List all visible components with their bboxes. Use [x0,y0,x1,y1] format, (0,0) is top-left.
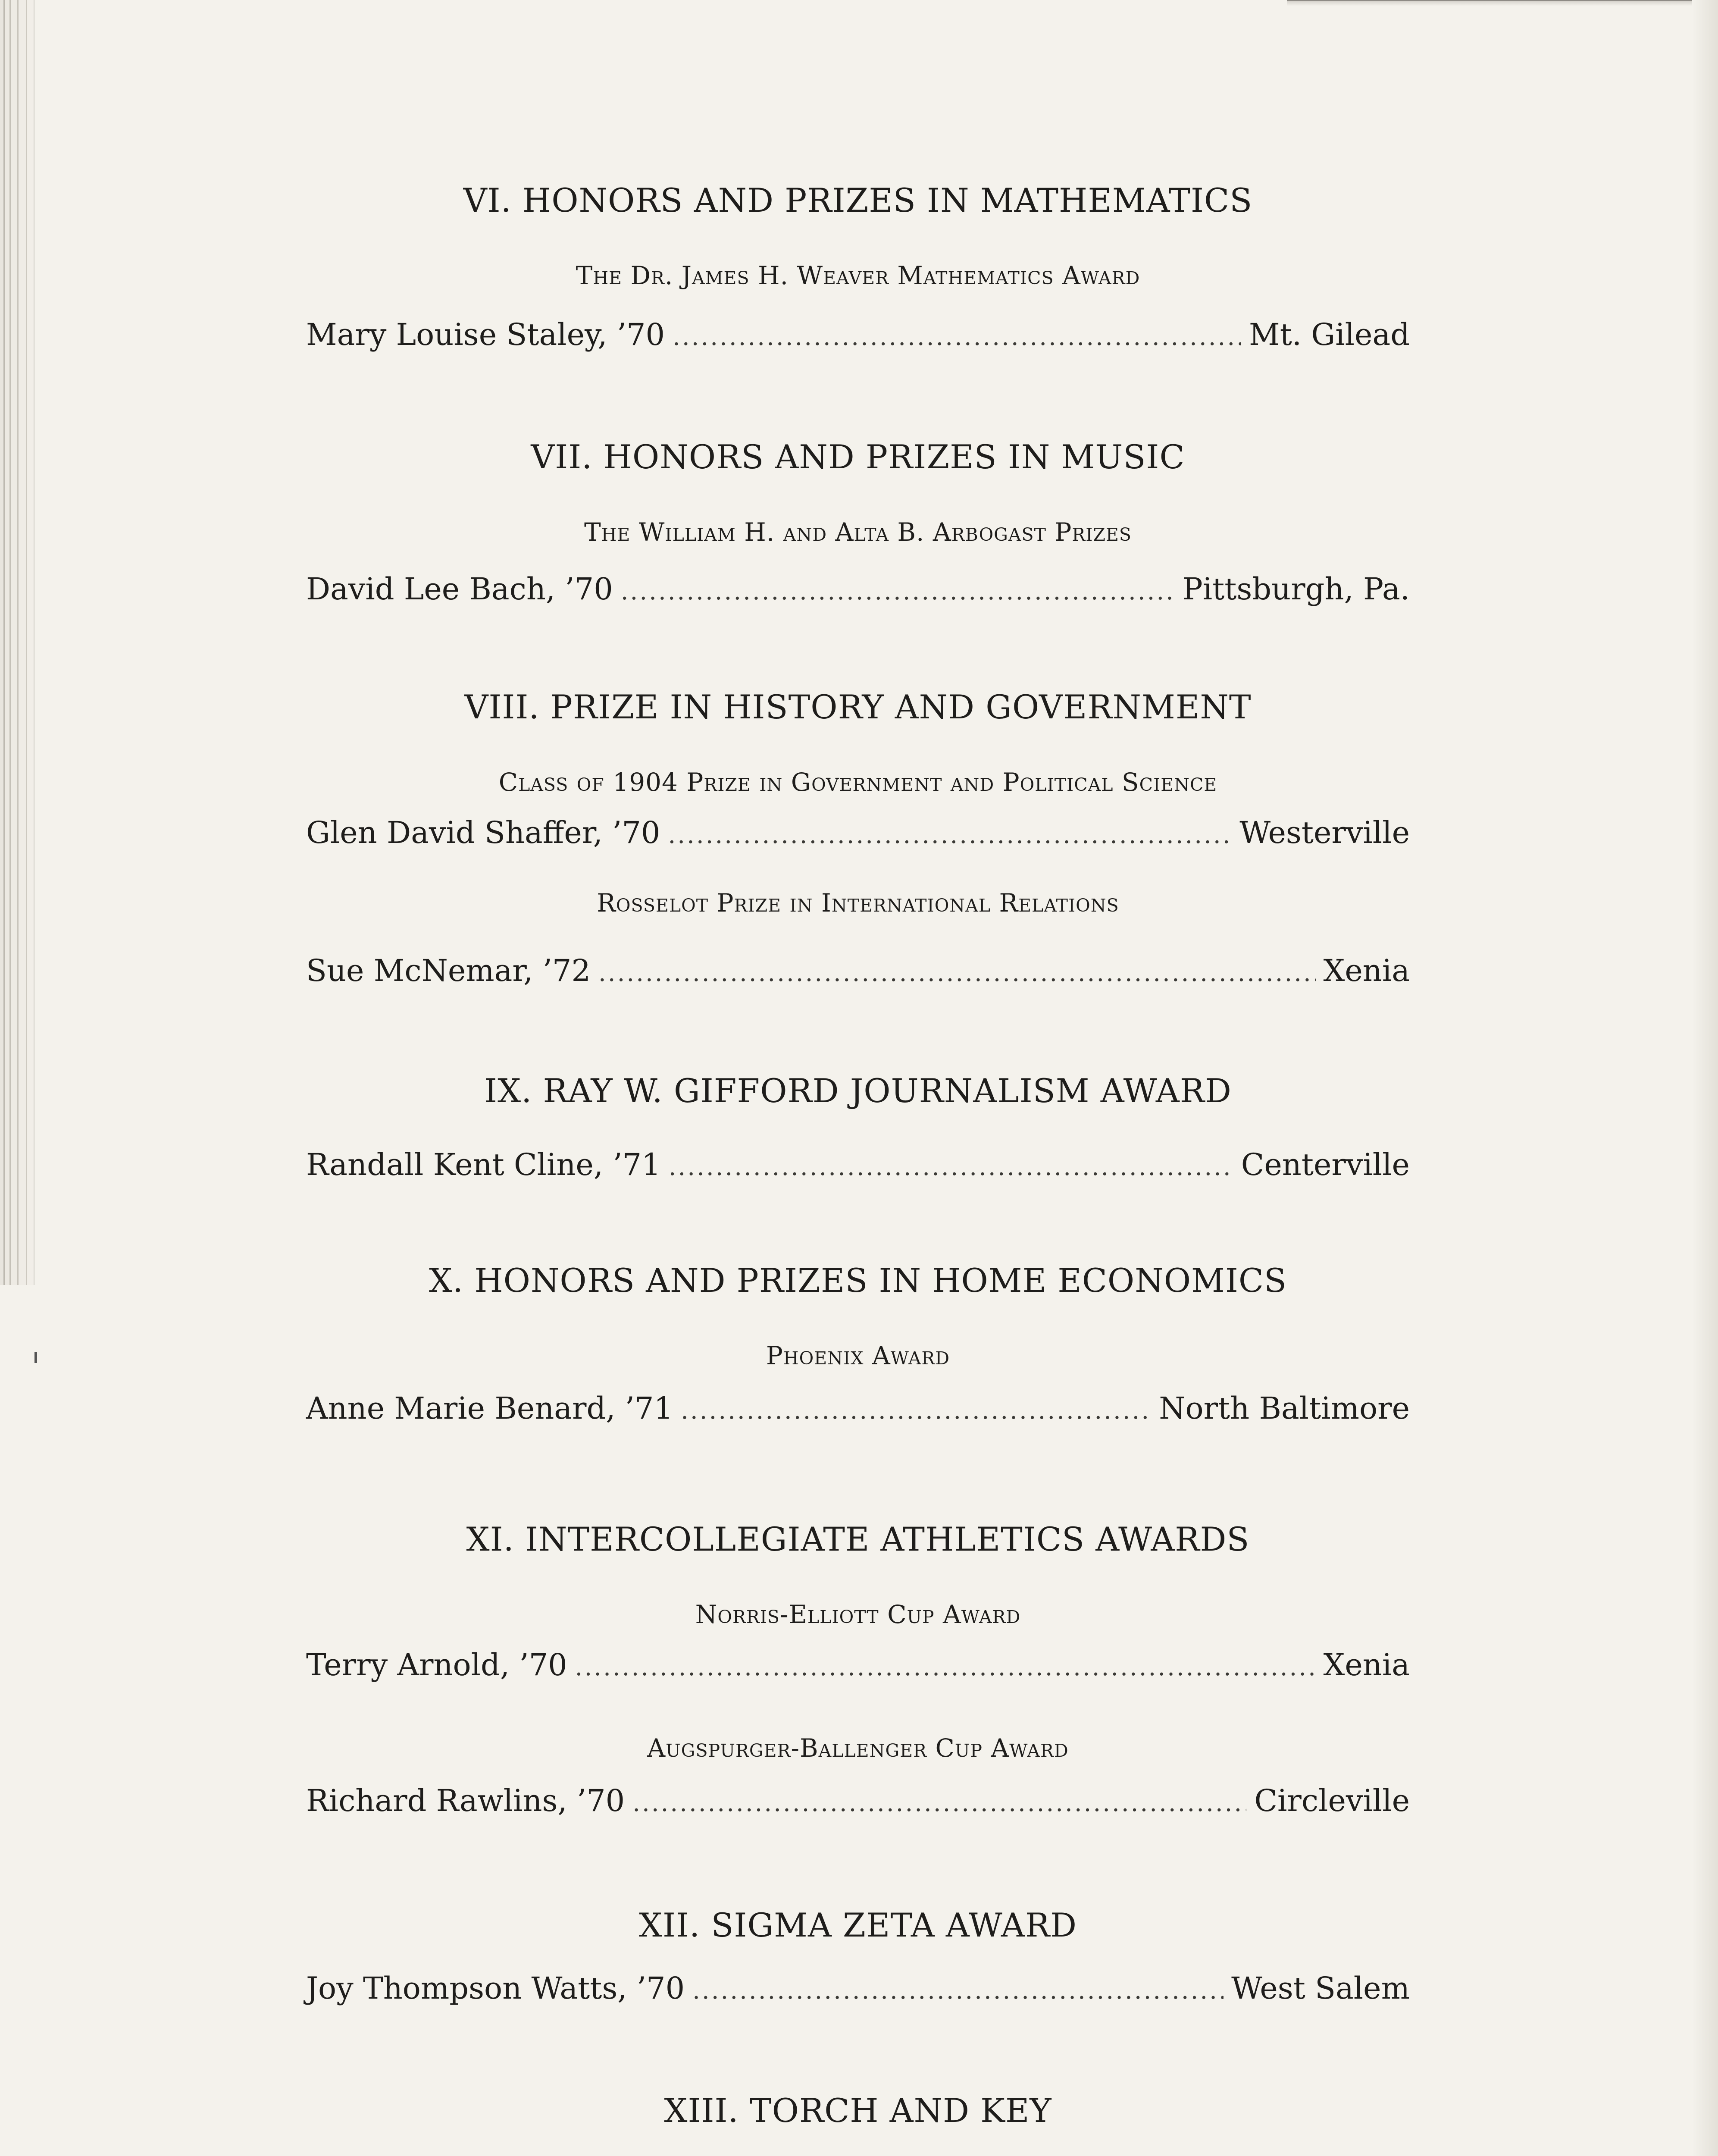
award-name: Class of 1904 Prize in Government and Political Science [498,768,1217,797]
recipient-name: Richard Rawlins, ’70 [306,1783,625,1818]
section-music [306,438,1410,476]
section-title: XIII. TORCH AND KEY [664,2091,1052,2130]
recipient-hometown: West Salem [1231,1971,1410,2006]
entry-line [306,1647,1410,1683]
section-athletics [306,1520,1410,1558]
recipient-hometown: Xenia [1323,1647,1410,1683]
section-title: IX. RAY W. GIFFORD JOURNALISM AWARD [484,1072,1232,1110]
award-block [306,1733,1410,1763]
award-name: Rosselot Prize in International Relations [597,888,1119,918]
dot-leader [668,821,1232,849]
recipient-hometown: Mt. Gilead [1249,317,1410,352]
recipient-entry [306,1391,1410,1426]
award-block [306,768,1410,797]
award-name: Phoenix Award [766,1341,950,1370]
entry-line [306,953,1410,988]
recipient-hometown: Circleville [1254,1783,1410,1818]
dot-leader [575,1653,1316,1681]
section-journalism [306,1072,1410,1110]
section-mathematics [306,181,1410,219]
dot-leader [669,1153,1233,1181]
section-history-government [306,688,1410,726]
dot-leader [621,577,1175,605]
entry-line [306,317,1410,352]
dot-leader [632,1789,1246,1817]
entry-line [306,1783,1410,1818]
entry-line [306,815,1410,850]
dot-leader [692,1977,1224,2005]
dot-leader [681,1397,1151,1425]
section-sigma-zeta [306,1906,1410,1944]
recipient-hometown: Xenia [1323,953,1410,988]
section-title: VI. HONORS AND PRIZES IN MATHEMATICS [463,181,1253,219]
recipient-entry [306,571,1410,607]
recipient-hometown: North Baltimore [1159,1391,1410,1426]
section-title: XI. INTERCOLLEGIATE ATHLETICS AWARDS [466,1520,1250,1558]
recipient-hometown: Centerville [1241,1147,1410,1182]
recipient-entry [306,815,1410,850]
recipient-name: Terry Arnold, ’70 [306,1647,567,1683]
recipient-entry [306,1783,1410,1818]
award-name: The William H. and Alta B. Arbogast Prizes [584,517,1132,547]
award-name: Augspurger-Ballenger Cup Award [647,1733,1069,1763]
award-name: The Dr. James H. Weaver Mathematics Award [576,261,1140,290]
section-title: X. HONORS AND PRIZES IN HOME ECONOMICS [429,1261,1287,1300]
recipient-name: Glen David Shaffer, ’70 [306,815,660,850]
award-block [306,1341,1410,1370]
award-name: Norris-Elliott Cup Award [695,1600,1021,1629]
recipient-entry [306,1971,1410,2006]
section-title: XII. SIGMA ZETA AWARD [638,1906,1077,1944]
page-right-shadow [1692,0,1718,2156]
recipient-entry [306,953,1410,988]
recipient-hometown: Westerville [1239,815,1410,850]
recipient-name: Mary Louise Staley, ’70 [306,317,665,352]
section-home-economics [306,1261,1410,1300]
dot-leader [598,959,1316,987]
entry-line [306,1147,1410,1182]
recipient-name: Randall Kent Cline, ’71 [306,1147,661,1182]
award-block [306,517,1410,547]
page-top-edge [1287,0,1718,6]
recipient-name: David Lee Bach, ’70 [306,571,613,607]
recipient-entry [306,1647,1410,1683]
recipient-name: Joy Thompson Watts, ’70 [306,1971,685,2006]
award-block [306,1600,1410,1629]
section-title: VIII. PRIZE IN HISTORY AND GOVERNMENT [464,688,1252,726]
entry-line [306,1391,1410,1426]
section-title: VII. HONORS AND PRIZES IN MUSIC [531,438,1185,476]
entry-line [306,1971,1410,2006]
page-binding-edge [0,0,34,1285]
award-block [306,261,1410,290]
binding-mark [34,1352,37,1363]
recipient-name: Anne Marie Benard, ’71 [306,1391,673,1426]
entry-line [306,571,1410,607]
recipient-entry [306,317,1410,352]
award-block [306,888,1410,918]
recipient-entry [306,1147,1410,1182]
dot-leader [673,323,1241,351]
recipient-name: Sue McNemar, ’72 [306,953,591,988]
recipient-hometown: Pittsburgh, Pa. [1182,571,1410,607]
section-torch-and-key [306,2091,1410,2130]
